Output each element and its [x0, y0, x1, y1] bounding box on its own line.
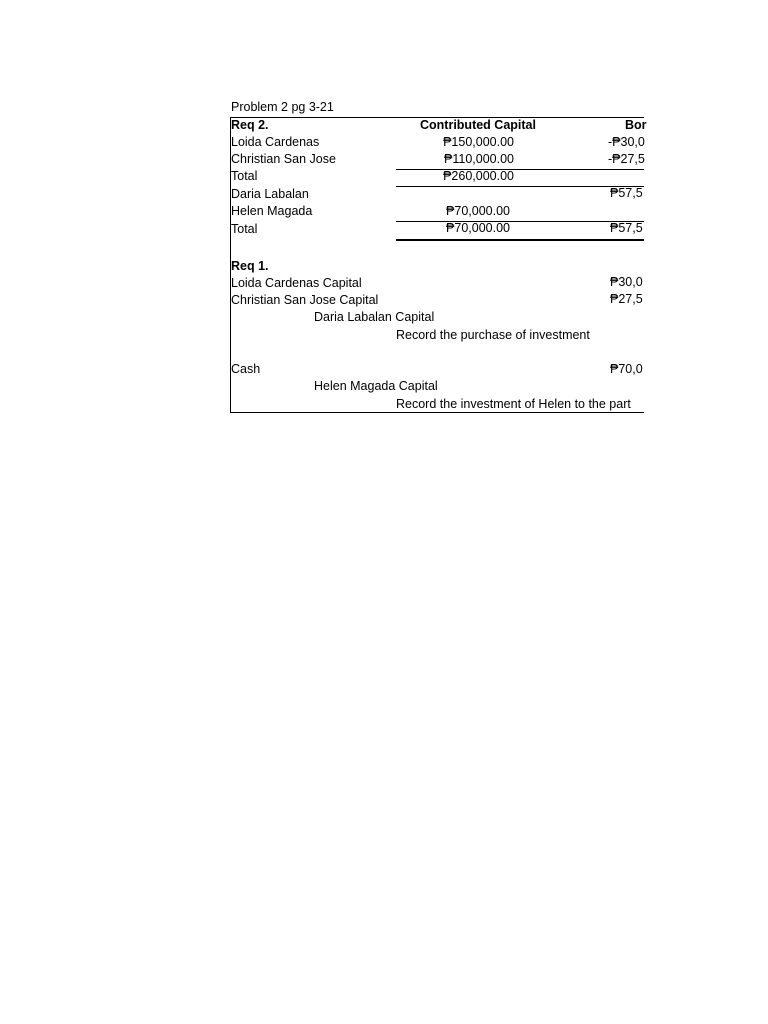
problem-title: Problem 2 pg 3-21 [231, 100, 334, 114]
req2-label: Req 2. [231, 118, 269, 132]
row-contributed: ₱150,000.00 [443, 135, 514, 149]
table-area [230, 0, 647, 420]
row-name: Christian San Jose [231, 152, 336, 166]
row-name: Helen Magada [231, 204, 313, 218]
row-contributed: ₱70,000.00 [446, 204, 510, 218]
row-name: Total [231, 169, 258, 183]
row-bonus: -₱30,0 [608, 135, 645, 149]
req1-label: Req 1. [231, 259, 269, 273]
row-name: Daria Labalan [231, 187, 309, 201]
entry1-debit1-amount: ₱30,0 [610, 275, 643, 289]
entry1-debit1-account: Loida Cardenas Capital [231, 276, 362, 290]
row-bonus: -₱27,5 [608, 152, 645, 166]
entry2-debit-account: Cash [231, 362, 261, 376]
entry2-debit-amount: ₱70,0 [610, 362, 643, 376]
row-name: Loida Cardenas [231, 135, 320, 149]
entry1-debit2-amount: ₱27,5 [610, 292, 643, 306]
entry2-credit-account: Helen Magada Capital [314, 379, 438, 393]
row-name: Total [231, 222, 258, 236]
row-contributed: ₱260,000.00 [443, 169, 514, 183]
row-contributed: ₱110,000.00 [444, 152, 514, 166]
row-bonus: ₱57,5 [610, 221, 643, 235]
row-bonus: ₱57,5 [610, 186, 643, 200]
entry2-memo: Record the investment of Helen to the part [396, 397, 631, 411]
entry1-debit2-account: Christian San Jose Capital [231, 293, 379, 307]
header-bonus: Bor [625, 118, 647, 132]
row-contributed: ₱70,000.00 [446, 221, 510, 235]
total-double-line [396, 239, 644, 241]
header-contributed-capital: Contributed Capital [420, 118, 536, 132]
entry1-memo: Record the purchase of investment [396, 328, 590, 342]
subtotal-line [396, 186, 644, 187]
entry1-credit-account: Daria Labalan Capital [314, 310, 435, 324]
